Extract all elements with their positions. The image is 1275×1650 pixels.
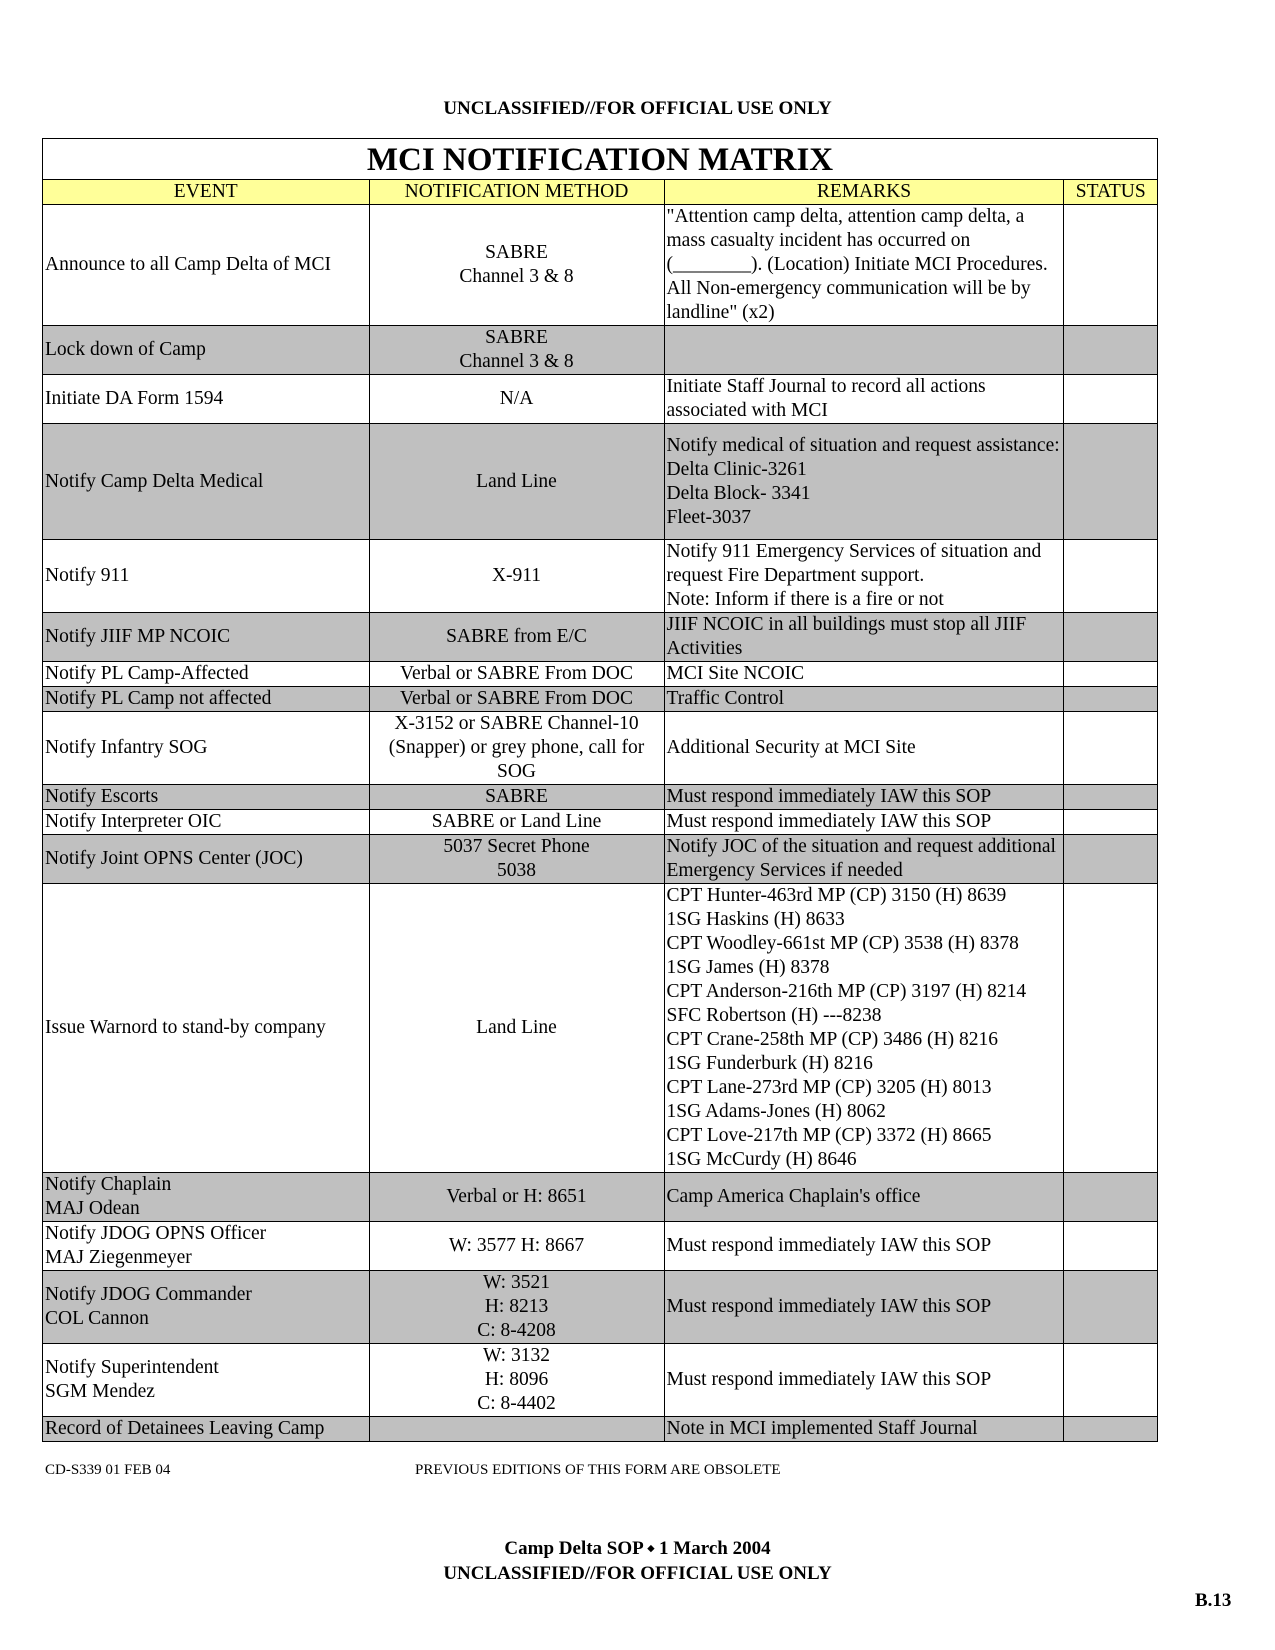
remarks-cell: "Attention camp delta, attention camp delta, a mass casualty incident has occurred on (________). (Location) Initiate MCI Procedures. All Non-emergency communication will be by landline" (x2) [664, 205, 1064, 326]
event-cell: Notify Interpreter OIC [43, 810, 370, 835]
remarks-cell: Must respond immediately IAW this SOP [664, 810, 1064, 835]
table-row [43, 613, 1158, 662]
table-row [43, 424, 1158, 540]
event-cell: Record of Detainees Leaving Camp [43, 1417, 370, 1442]
table-row [43, 375, 1158, 424]
status-cell [1064, 662, 1158, 687]
remarks-cell: Must respond immediately IAW this SOP [664, 1222, 1064, 1271]
column-header-status: STATUS [1064, 180, 1158, 205]
remarks-cell: MCI Site NCOIC [664, 662, 1064, 687]
column-header-event: EVENT [43, 180, 370, 205]
table-row [43, 687, 1158, 712]
remarks-cell: JIIF NCOIC in all buildings must stop all JIIF Activities [664, 613, 1064, 662]
method-cell [369, 1417, 664, 1442]
status-cell [1064, 375, 1158, 424]
table-row [43, 662, 1158, 687]
method-cell: Verbal or H: 8651 [369, 1173, 664, 1222]
remarks-cell: Must respond immediately IAW this SOP [664, 1344, 1064, 1417]
remarks-cell: Initiate Staff Journal to record all actions associated with MCI [664, 375, 1064, 424]
method-cell: W: 3521 H: 8213 C: 8-4208 [369, 1271, 664, 1344]
remarks-cell: Notify medical of situation and request assistance: Delta Clinic-3261 Delta Block- 3341 Fleet-3037 [664, 424, 1064, 540]
status-cell [1064, 1222, 1158, 1271]
event-cell: Notify PL Camp not affected [43, 687, 370, 712]
classification-banner-bottom: UNCLASSIFIED//FOR OFFICIAL USE ONLY [443, 1563, 832, 1584]
event-cell: Initiate DA Form 1594 [43, 375, 370, 424]
sop-title: Camp Delta SOP ⬩ 1 March 2004 [504, 1538, 771, 1559]
remarks-cell: Must respond immediately IAW this SOP [664, 785, 1064, 810]
event-cell: Notify JIIF MP NCOIC [43, 613, 370, 662]
method-cell: Land Line [369, 424, 664, 540]
remarks-cell: Notify JOC of the situation and request additional Emergency Services if needed [664, 835, 1064, 884]
status-cell [1064, 424, 1158, 540]
event-cell: Notify JDOG Commander COL Cannon [43, 1271, 370, 1344]
event-cell: Notify Escorts [43, 785, 370, 810]
event-cell: Issue Warnord to stand-by company [43, 884, 370, 1173]
table-row [43, 1417, 1158, 1442]
obsolete-note: PREVIOUS EDITIONS OF THIS FORM ARE OBSOLETE [415, 1462, 781, 1478]
method-cell: SABRE Channel 3 & 8 [369, 205, 664, 326]
method-cell: Verbal or SABRE From DOC [369, 687, 664, 712]
notification-matrix-table [42, 138, 1158, 1442]
remarks-cell: CPT Hunter-463rd MP (CP) 3150 (H) 8639 1SG Haskins (H) 8633 CPT Woodley-661st MP (CP) 3538 (H) 8378 1SG James (H) 8378 CPT Anderson-216th MP (CP) 3197 (H) 8214 SFC Robertson (H) ---8238 CPT Crane-258th MP (CP) 3486 (H) 8216 1SG Funderburk (H) 8216 CPT Lane-273rd MP (CP) 3205 (H) 8013 1SG Adams-Jones (H) 8062 CPT Love-217th MP (CP) 3372 (H) 8665 1SG McCurdy (H) 8646 [664, 884, 1064, 1173]
event-cell: Notify Camp Delta Medical [43, 424, 370, 540]
table-row [43, 1344, 1158, 1417]
method-cell: Verbal or SABRE From DOC [369, 662, 664, 687]
method-cell: X-911 [369, 540, 664, 613]
table-row [43, 1173, 1158, 1222]
remarks-cell: Camp America Chaplain's office [664, 1173, 1064, 1222]
form-id: CD-S339 01 FEB 04 [45, 1462, 171, 1478]
status-cell [1064, 1344, 1158, 1417]
event-cell: Notify JDOG OPNS Officer MAJ Ziegenmeyer [43, 1222, 370, 1271]
table-row [43, 326, 1158, 375]
method-cell: 5037 Secret Phone 5038 [369, 835, 664, 884]
status-cell [1064, 1173, 1158, 1222]
matrix-title: MCI NOTIFICATION MATRIX [43, 139, 1158, 180]
event-cell: Notify Joint OPNS Center (JOC) [43, 835, 370, 884]
column-header-remarks: REMARKS [664, 180, 1064, 205]
table-row [43, 1271, 1158, 1344]
method-cell: SABRE [369, 785, 664, 810]
status-cell [1064, 613, 1158, 662]
page-number: B.13 [1195, 1590, 1232, 1611]
remarks-cell: Traffic Control [664, 687, 1064, 712]
status-cell [1064, 687, 1158, 712]
event-cell: Notify Chaplain MAJ Odean [43, 1173, 370, 1222]
method-cell: SABRE Channel 3 & 8 [369, 326, 664, 375]
method-cell: W: 3132 H: 8096 C: 8-4402 [369, 1344, 664, 1417]
classification-banner-top: UNCLASSIFIED//FOR OFFICIAL USE ONLY [443, 98, 832, 119]
status-cell [1064, 326, 1158, 375]
table-row [43, 1222, 1158, 1271]
remarks-cell: Note in MCI implemented Staff Journal [664, 1417, 1064, 1442]
column-header-method: NOTIFICATION METHOD [369, 180, 664, 205]
status-cell [1064, 540, 1158, 613]
remarks-cell [664, 326, 1064, 375]
status-cell [1064, 712, 1158, 785]
event-cell: Announce to all Camp Delta of MCI [43, 205, 370, 326]
table-row [43, 835, 1158, 884]
remarks-cell: Notify 911 Emergency Services of situation and request Fire Department support. Note: Inform if there is a fire or not [664, 540, 1064, 613]
table-row [43, 540, 1158, 613]
matrix-body [43, 205, 1158, 1442]
event-cell: Notify Superintendent SGM Mendez [43, 1344, 370, 1417]
table-row [43, 810, 1158, 835]
status-cell [1064, 835, 1158, 884]
method-cell: X-3152 or SABRE Channel-10 (Snapper) or grey phone, call for SOG [369, 712, 664, 785]
status-cell [1064, 1417, 1158, 1442]
event-cell: Notify 911 [43, 540, 370, 613]
table-row [43, 712, 1158, 785]
status-cell [1064, 884, 1158, 1173]
event-cell: Lock down of Camp [43, 326, 370, 375]
event-cell: Notify PL Camp-Affected [43, 662, 370, 687]
remarks-cell: Additional Security at MCI Site [664, 712, 1064, 785]
header-row [43, 180, 1158, 205]
event-cell: Notify Infantry SOG [43, 712, 370, 785]
table-row [43, 884, 1158, 1173]
method-cell: SABRE from E/C [369, 613, 664, 662]
method-cell: N/A [369, 375, 664, 424]
remarks-cell: Must respond immediately IAW this SOP [664, 1271, 1064, 1344]
status-cell [1064, 810, 1158, 835]
table-row [43, 785, 1158, 810]
status-cell [1064, 205, 1158, 326]
method-cell: SABRE or Land Line [369, 810, 664, 835]
table-row [43, 205, 1158, 326]
status-cell [1064, 785, 1158, 810]
method-cell: W: 3577 H: 8667 [369, 1222, 664, 1271]
method-cell: Land Line [369, 884, 664, 1173]
status-cell [1064, 1271, 1158, 1344]
